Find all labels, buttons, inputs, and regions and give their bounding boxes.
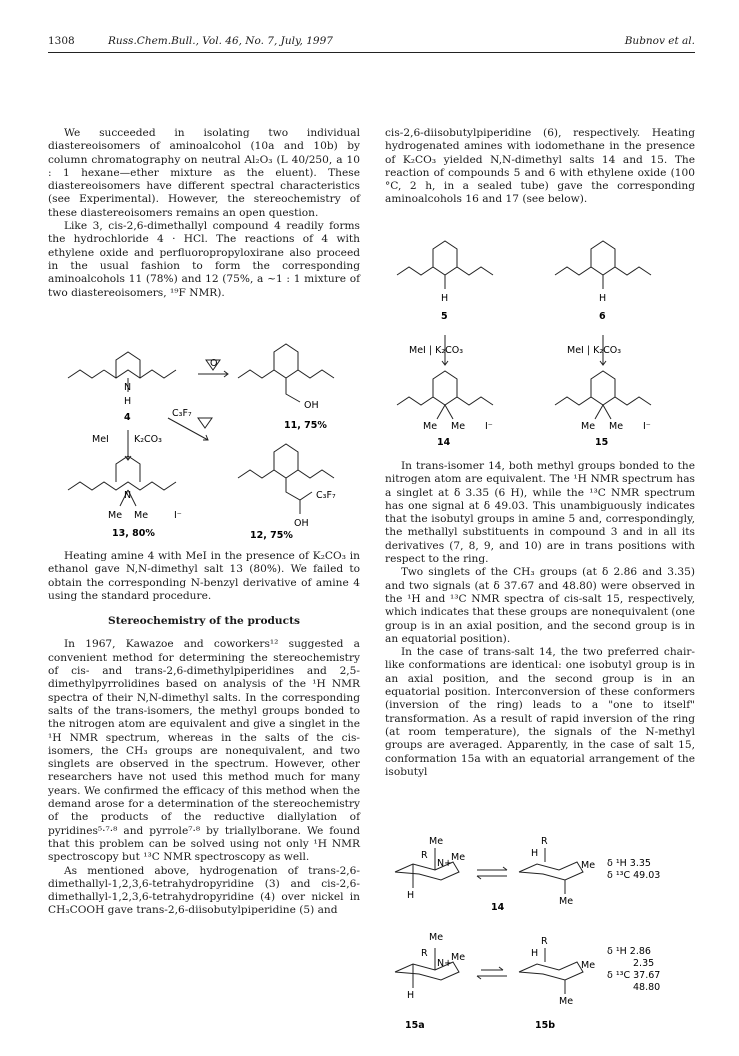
compound-15-label: 15 (595, 437, 609, 448)
nmr-14-c: δ ¹³C 49.03 (607, 870, 661, 881)
compound-12-label: 12, 75% (250, 530, 293, 540)
paragraph: Like 3, cis-2,6-dimethallyl compound 4 readily forms the hydrochloride 4 · HCl. The reactions of 4 with ethylene oxide and perfluoropropyloxirane also proceed in the usual fashion to form the corresponding aminoalcohols 11 (78%) and 12 (75%, a ~1 : 1 mixture of two diastereoisomers, ¹⁹F NMR). (48, 220, 360, 299)
right-column-bottom (385, 460, 695, 779)
c3f7-reagent: C₃F₇ (172, 408, 192, 419)
compound-11-label: 11, 75% (284, 420, 327, 431)
journal-citation: Russ.Chem.Bull., Vol. 46, No. 7, July, 1997 (108, 35, 333, 47)
compound-14-label: 14 (437, 437, 451, 448)
me-label: Me (429, 836, 444, 847)
me-label: Me (581, 860, 596, 871)
conformer-14-label: 14 (491, 902, 505, 913)
me-label: Me (451, 852, 466, 863)
paragraph: We succeeded in isolating two individual diastereoisomers of aminoalcohol (10a and 10b) by column chromatography on neutral Al₂O₃ (L 40/250, a 10 : 1 hexane—ether mixture as the eluent). These diastereoisomers have different spectral characteristics (see Experimental). However, the stereochemistry of these diastereoisomers remains an open question. (48, 127, 360, 219)
paragraph: cis-2,6-diisobutylpiperidine (6), respectively. Heating hydrogenated amines with iodomethane in the presence of K₂CO₃ yielded N,N-dimethyl salts 14 and 15. The reaction of compounds 5 and 6 with ethylene oxide (100 °C, 2 h, in a sealed tube) gave the corresponding aminoalcohols 16 and 17 (see below). (385, 127, 695, 206)
conformer-scheme (385, 832, 695, 1038)
compound-6-label: 6 (599, 311, 606, 322)
nh-hydrogen: H (124, 396, 132, 407)
nmr-15-h2: 2.35 (633, 958, 655, 969)
iodide-label: I⁻ (643, 421, 651, 432)
nh-hydrogen: H (441, 293, 449, 304)
left-column-bottom (48, 550, 360, 918)
n-plus-label: N+ (437, 858, 453, 869)
reaction-scheme-right (385, 225, 695, 450)
me-label: Me (559, 896, 574, 907)
nmr-14-h: δ ¹H 3.35 (607, 858, 651, 869)
running-authors: Bubnov et al. (624, 35, 695, 47)
paragraph: In 1967, Kawazoe and coworkers¹² suggested a convenient method for determining the stereochemistry of cis- and trans-2,6-dimethylpiperidines and 2,5-dimethylpyrrolidines based on analysis of the ¹H NMR spectra of their N,N-dimethyl salts. In the corresponding salts of the trans-isomers, the methyl groups bonded to the nitrogen atom are equivalent and give a singlet in the ¹H NMR spectrum, whereas in the salts of the cis-isomers, the CH₃ groups are nonequivalent, and two singlets are observed in the spectrum. However, other researchers have not used this method much for many years. We confirmed the efficacy of this method when the demand arose for a determination of the stereochemistry of the products of the reductive diallylation of pyridines⁵·⁷·⁸ and pyrrole⁷·⁸ by triallylborane. We found that this problem can be solved using not only ¹H NMR spectroscopy but ¹³C NMR spectroscopy as well. (48, 638, 360, 864)
reagent-label: MeI | K₂CO₃ (567, 345, 622, 356)
me-label: Me (429, 932, 444, 943)
h-label: H (531, 948, 539, 959)
nitrogen-label: N (124, 490, 132, 501)
h-label: H (407, 990, 415, 1001)
compound-5-label: 5 (441, 311, 448, 322)
oxirane-o: O (210, 358, 218, 369)
paragraph: Two singlets of the CH₃ groups (at δ 2.86 and 3.35) and two signals (at δ 37.67 and 48.80) were observed in the ¹H and ¹³C NMR spectra of cis-salt 15, respectively, which indicates that these groups are nonequivalent (one group is in an axial position, and the second group is in an equatorial position). (385, 566, 695, 645)
me-label: Me (451, 952, 466, 963)
oh-label: OH (304, 400, 319, 411)
piperidine-ring (116, 352, 140, 378)
methallyl-chain (68, 370, 104, 378)
oh-label: OH (294, 518, 309, 529)
k2co3-reagent: K₂CO₃ (134, 434, 162, 445)
methyl-label: Me (451, 421, 466, 432)
r-label: R (541, 936, 548, 947)
r-label: R (421, 948, 428, 959)
section-heading: Stereochemistry of the products (108, 615, 300, 628)
reagent-label: MeI | K₂CO₃ (409, 345, 464, 356)
conformer-15a-label: 15a (405, 1020, 425, 1031)
methyl-label: Me (581, 421, 596, 432)
h-label: H (407, 890, 415, 901)
right-column-top (385, 127, 695, 207)
methyl-label: Me (609, 421, 624, 432)
conformer-15b-label: 15b (535, 1020, 556, 1031)
compound-4-label: 4 (124, 412, 131, 423)
paragraph: As mentioned above, hydrogenation of trans-2,6-dimethallyl-1,2,3,6-tetrahydropyridine (3) and cis-2,6-dimethallyl-1,2,3,6-tetrahydropyridine (4) over nickel in CH₃COOH gave trans-2,6-diisobutylpiperidine (5) and (48, 864, 360, 917)
header-rule (48, 52, 695, 53)
c3f7-label: C₃F₇ (316, 490, 336, 501)
page-number: 1308 (48, 35, 75, 47)
me-label: Me (559, 996, 574, 1007)
h-label: H (531, 848, 539, 859)
n-plus-label: N+ (437, 958, 453, 969)
nmr-15-c: δ ¹³C 37.67 (607, 970, 661, 981)
reaction-scheme-left (48, 330, 360, 540)
nh-hydrogen: H (599, 293, 607, 304)
paragraph: Heating amine 4 with MeI in the presence of K₂CO₃ in ethanol gave N,N-dimethyl salt 13 (80%). We failed to obtain the corresponding N-benzyl derivative of amine 4 using the standard procedure. (48, 550, 360, 602)
paragraph: In the case of trans-salt 14, the two preferred chair-like conformations are identical: one isobutyl group is in an axial position, and the second group is in an equatorial position. Interconversion of these conformers (inversion of the ring) leads to a "one to itself" transformation. As a result of rapid inversion of the ring (at room temperature), the signals of the N-methyl groups are averaged. Apparently, in the case of salt 15, conformation 15a with an equatorial arrangement of the isobutyl (385, 646, 695, 778)
nmr-15-c2: 48.80 (633, 982, 661, 993)
r-label: R (541, 836, 548, 847)
nmr-15-h: δ ¹H 2.86 (607, 946, 651, 957)
left-column-top (48, 127, 360, 300)
iodide-label: I⁻ (485, 421, 493, 432)
nitrogen-label: N (124, 382, 132, 393)
compound-13-label: 13, 80% (112, 528, 155, 539)
methyl-label: Me (134, 510, 149, 521)
r-label: R (421, 850, 428, 861)
methyl-label: Me (108, 510, 123, 521)
methyl-label: Me (423, 421, 438, 432)
iodide-label: I⁻ (174, 510, 182, 521)
me-label: Me (581, 960, 596, 971)
paragraph: In trans-isomer 14, both methyl groups bonded to the nitrogen atom are equivalent. The ¹H NMR spectrum has a singlet at δ 3.35 (6 H), while the ¹³C NMR spectrum has one signal at δ 49.03. This unambiguously indicates that the isobutyl groups in amine 5 and, correspondingly, the methallyl substituents in compound 3 and in all its derivatives (7, 8, 9, and 10) are in trans positions with respect to the ring. (385, 460, 695, 566)
mei-reagent: MeI (92, 434, 109, 445)
